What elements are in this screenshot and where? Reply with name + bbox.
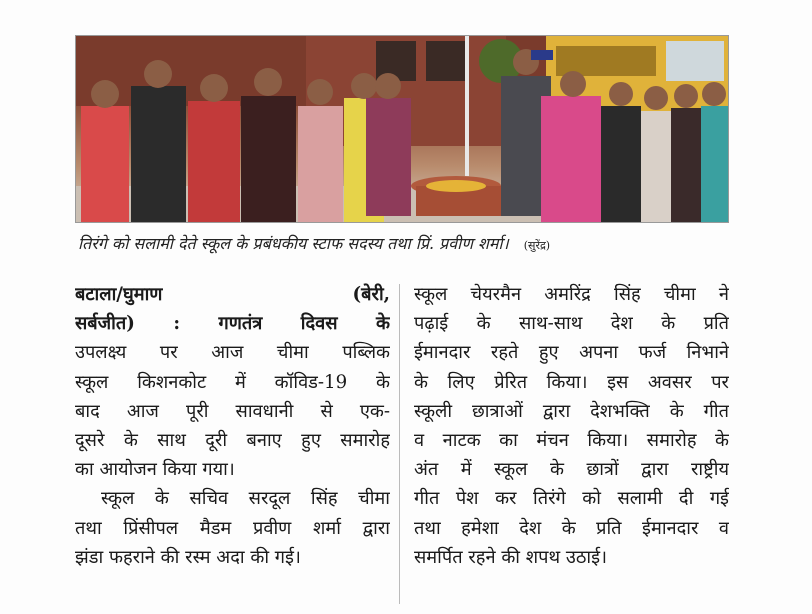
article-line: बाद आज पूरी सावधानी से एक- xyxy=(75,400,390,422)
article-line: स्कूल चेयरमैन अमरिंद्र सिंह चीमा ने xyxy=(414,284,729,305)
article-line: दूसरे के साथ दूरी बनाए हुए समारोह xyxy=(75,429,390,451)
article-line: झंडा फहराने की रस्म अदा की गई। xyxy=(75,546,301,568)
photo-illustration xyxy=(76,36,728,222)
article-line: स्कूली छात्राओं द्वारा देशभक्ति के गीत xyxy=(414,400,729,422)
flag-pole xyxy=(465,36,469,176)
article-column-right xyxy=(414,280,729,572)
caption-text: तिरंगे को सलामी देते स्कूल के प्रबंधकीय स्टाफ सदस्य तथा प्रिं. प्रवीण शर्मा। xyxy=(78,234,509,253)
article-line: ईमानदार रहते हुए अपना फर्ज निभाने xyxy=(414,342,729,364)
photo-credit: (सुरेंद्र) xyxy=(523,239,551,252)
article-line: सर्बजीत) : गणतंत्र दिवस के xyxy=(75,313,390,335)
column-divider xyxy=(399,284,400,604)
article-line: तथा हमेशा देश के प्रति ईमानदार व xyxy=(414,517,729,539)
article-line: व नाटक का मंचन किया। समारोह के xyxy=(414,429,729,451)
article-line: बटाला/घुमाण (बेरी, xyxy=(75,284,390,305)
article-line: स्कूल के सचिव सरदूल सिंह चीमा xyxy=(101,488,390,510)
article-line: अंत में स्कूल के छात्रों द्वारा राष्ट्रीय xyxy=(414,459,729,481)
article-line: गीत पेश कर तिरंगे को सलामी दी गई xyxy=(414,488,729,510)
article-photo xyxy=(75,35,729,223)
article-line: के लिए प्रेरित किया। इस अवसर पर xyxy=(414,371,729,393)
article-line: उपलक्ष्य पर आज चीमा पब्लिक xyxy=(75,342,390,364)
article-line: स्कूल किशनकोट में कॉविड-19 के xyxy=(75,371,390,393)
article-line: समर्पित रहने की शपथ उठाई। xyxy=(414,546,607,568)
article-line: का आयोजन किया गया। xyxy=(75,459,235,481)
article-column-left xyxy=(75,280,390,572)
photo-caption xyxy=(78,232,728,254)
article-line: पढ़ाई के साथ-साथ देश के प्रति xyxy=(414,313,729,335)
article-line: तथा प्रिंसीपल मैडम प्रवीण शर्मा द्वारा xyxy=(75,517,390,539)
